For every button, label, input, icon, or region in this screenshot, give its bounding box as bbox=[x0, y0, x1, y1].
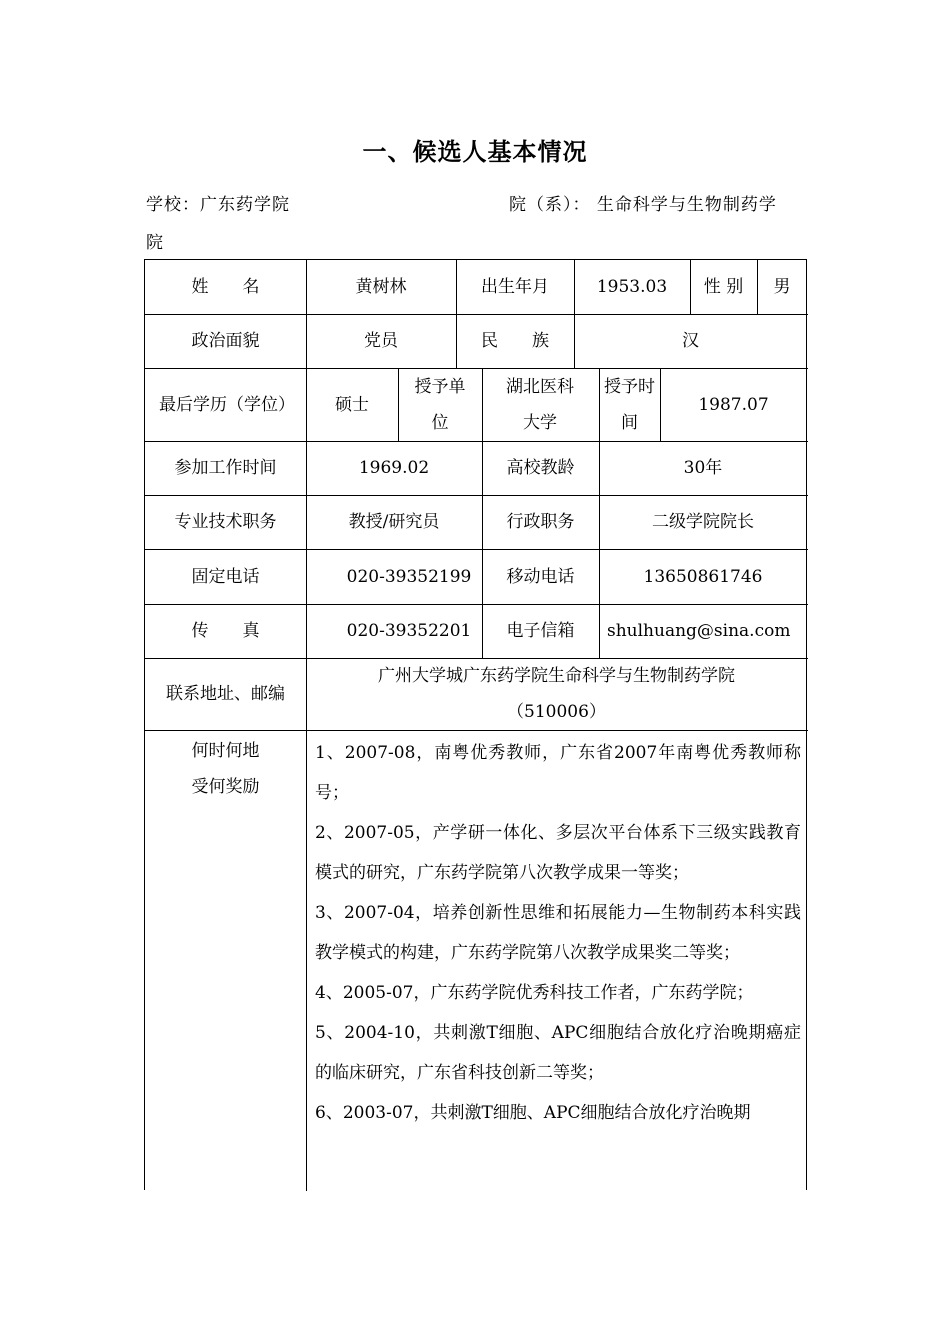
teaching-years-value: 30年 bbox=[683, 458, 723, 478]
birth-value: 1953.03 bbox=[596, 277, 668, 297]
award-item: 4、2005-07，广东药学院优秀科技工作者，广东药学院； bbox=[315, 983, 754, 1003]
department-line-wrap: 院 bbox=[146, 233, 164, 253]
admin-label: 行政职务 bbox=[506, 512, 575, 532]
postcode-value: （510006） bbox=[507, 702, 606, 722]
candidate-info-form bbox=[144, 259, 807, 1190]
award-item: 6、2003-07，共刺激T细胞、APC细胞结合放化疗治晚期 bbox=[315, 1103, 751, 1123]
name-label: 姓 名 bbox=[191, 277, 260, 297]
awards-label-line-2: 受何奖励 bbox=[191, 777, 260, 797]
address-label: 联系地址、邮编 bbox=[166, 684, 285, 704]
award-item: 3、2007-04，培养创新性思维和拓展能力—生物制药本科实践教学模式的构建，广东药学院第八次教学成果奖二等奖； bbox=[315, 903, 801, 963]
ethnicity-value: 汉 bbox=[682, 331, 699, 351]
page-title: 一、候选人基本情况 bbox=[362, 138, 588, 166]
phone-value: 020-39352199 bbox=[346, 566, 472, 587]
ethnicity-label: 民 族 bbox=[481, 331, 549, 351]
award-item: 5、2004-10，共刺激T细胞、APC细胞结合放化疗治晚期癌症的临床研究，广东省科技创新二等奖； bbox=[315, 1023, 801, 1083]
politics-value: 党员 bbox=[364, 331, 398, 351]
grant-time-label: 授予时间 bbox=[604, 376, 655, 433]
fax-label: 传 真 bbox=[191, 621, 260, 641]
award-item: 2、2007-05，产学研一体化、多层次平台体系下三级实践教育模式的研究，广东药学院第八次教学成果一等奖； bbox=[315, 823, 801, 883]
awards-label-line-1: 何时何地 bbox=[191, 741, 260, 761]
phone-label: 固定电话 bbox=[191, 566, 260, 587]
department-line: 院（系）： 生命科学与生物制药学 bbox=[509, 195, 777, 215]
awards-list bbox=[315, 733, 801, 1133]
fax-value: 020-39352201 bbox=[346, 621, 472, 641]
politics-label: 政治面貌 bbox=[191, 331, 260, 351]
work-start-value: 1969.02 bbox=[358, 458, 430, 478]
award-item: 1、2007-08，南粤优秀教师，广东省2007年南粤优秀教师称号； bbox=[315, 743, 801, 803]
grantor-label: 授予单位 bbox=[414, 376, 466, 433]
mobile-label: 移动电话 bbox=[506, 566, 575, 587]
tech-title-value: 教授/研究员 bbox=[348, 512, 440, 532]
work-start-label: 参加工作时间 bbox=[174, 458, 277, 478]
degree-label: 最后学历（学位） bbox=[159, 394, 295, 415]
gender-value: 男 bbox=[773, 277, 791, 297]
tech-title-label: 专业技术职务 bbox=[174, 512, 277, 532]
degree-value: 硕士 bbox=[335, 394, 369, 415]
admin-value: 二级学院院长 bbox=[652, 512, 754, 532]
awards-label bbox=[145, 733, 306, 805]
teaching-years-label: 高校教龄 bbox=[506, 458, 575, 478]
address-value: 广州大学城广东药学院生命科学与生物制药学院 bbox=[378, 666, 735, 686]
gender-label: 性 别 bbox=[703, 277, 744, 297]
email-label: 电子信箱 bbox=[506, 621, 575, 641]
mobile-value: 13650861746 bbox=[643, 566, 763, 587]
grantor-value: 湖北医科大学 bbox=[506, 376, 574, 433]
name-value: 黄树林 bbox=[355, 277, 407, 297]
email-value: shulhuang@sina.com bbox=[607, 621, 791, 641]
school-line: 学校：广东药学院 bbox=[146, 195, 290, 215]
grant-time-value: 1987.07 bbox=[698, 394, 769, 415]
birth-label: 出生年月 bbox=[481, 277, 549, 297]
